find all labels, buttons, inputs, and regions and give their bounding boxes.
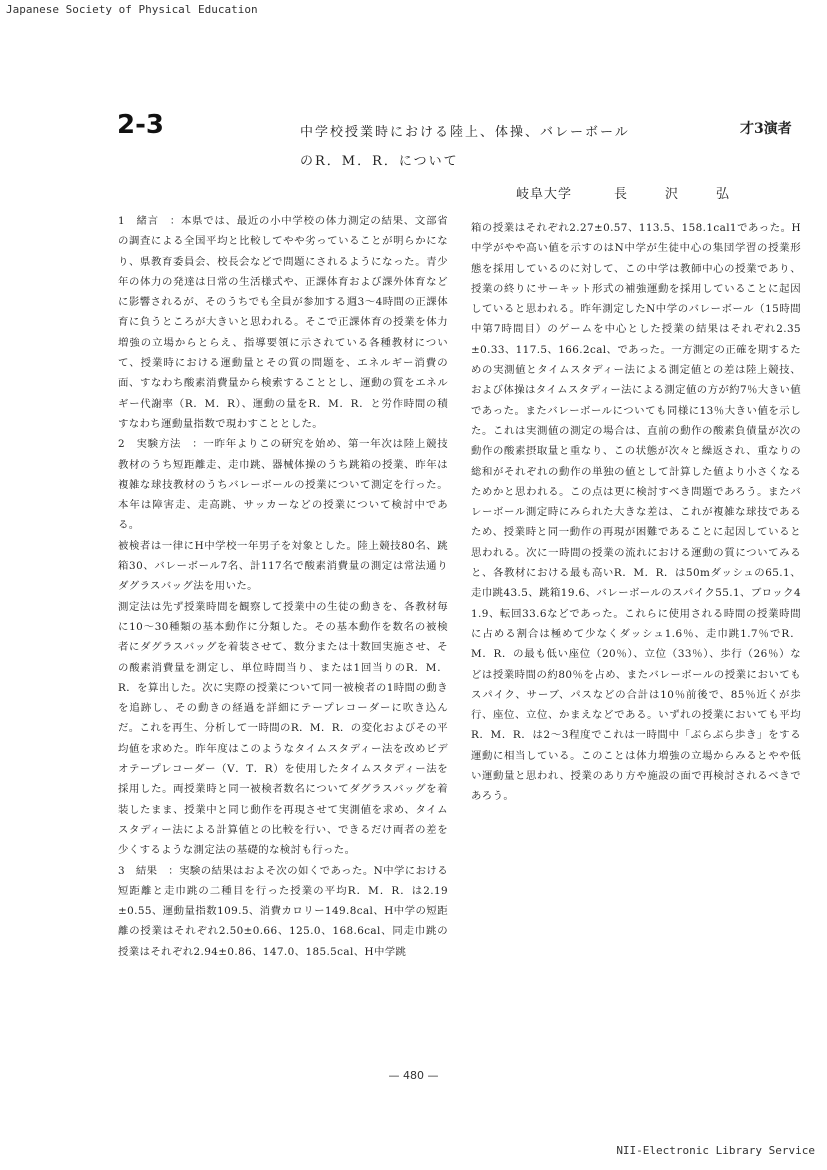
paragraph-results: 3 結果 ：実験の結果はおよそ次の如くであった。N中学における短距離と走巾跳の二種目を行った授業の平均R．M．R．は2.19±0.55、運動量指数109.5、消費カロリー149.8cal、H中学の短距離の授業はそれぞれ2.50±0.66、125.0、168.6cal、同走巾跳の授業はそれぞれ2.94±0.86、147.0、185.5cal、H中学跳 (118, 864, 448, 958)
presenter-number: 才3演者 (740, 121, 792, 137)
library-footer: NII-Electronic Library Service (616, 1144, 815, 1157)
section-number: 2-3 (117, 110, 164, 140)
society-header: Japanese Society of Physical Education (6, 3, 258, 16)
author-affiliation: 岐阜大学 (516, 187, 573, 202)
author-name: 長沢弘 (614, 187, 768, 202)
paragraph-methods: 2 実験方法 ：一昨年よりこの研究を始め、第一年次は陸上競技教材のうち短距離走、走巾跳、器械体操のうち跳箱の授業、昨年は複雑な球技教材のうちバレーボールの授業について測定を行った。本年は障害走、走高跳、サッカーなどの授業について検討中である。 (118, 438, 448, 532)
paper-title: 中学校授業時における陸上、体操、バレーボールのR．M．R．について (300, 125, 630, 169)
left-column (118, 211, 448, 962)
page-number: — 480 — (388, 1069, 439, 1082)
right-column (471, 218, 801, 807)
paragraph-results-continued: 箱の授業はそれぞれ2.27±0.57、113.5、158.1cal1であった。H中学がやや高い値を示すのはN中学が生徒中心の集団学習の授業形態を採用しているのに対して、この中学は教師中心の授業であり、授業の終りにサーキット形式の補強運動を採用していることに起因していると思われる。昨年測定したN中学のバレーボール（15時間中第7時間目）のゲームを中心とした授業の結果はそれぞれ2.35±0.33、117.5、166.2cal、であった。一方測定の正確を期するための実測値とタイムスタディー法による測定値との差は陸上競技、および体操はタイムスタディー法による測定値の方が約7％大きい値であった。またバレーボールについても同様に13％大きい値を示した。これは実測値の測定の場合は、直前の動作の酸素負債量が次の動作の酸素摂取量と重なり、この状態が次々と繰返され、重なりの総和がそれぞれの動作の単独の値として計算した値より小さくなるためかと思われる。この点は更に検討すべき問題であろう。またバレーボール測定時にみられた大きな差は、これが複雑な球技であるため、授業時と同一動作の再現が困難であることに起因していると思われる。次に一時間の授業の流れにおける運動の質についてみると、各教材における最も高いR．M．R．は50mダッシュの65.1、走巾跳43.5、跳箱19.6、バレーボールのスパイク55.1、ブロック41.9、転回33.6などであった。これらに使用される時間の授業時間に占める割合は極めて少なくダッシュ1.6％、走巾跳1.7％でR．M．R．の最も低い座位（20％）、立位（33％）、歩行（26％）などは授業時間の約80％を占め、またバレーボールの授業においてもスパイク、サーブ、パスなどの合計は10％前後で、85％近くが歩行、座位、立位、かまえなどである。いずれの授業においても平均R．M．R．は2～3程度でこれは一時間中「ぶらぶら歩き」をする運動に相当している。このことは体力増強の立場からみるとやや低い運動量と思われ、授業のあり方や施設の面で再検討されるべきであろう。 (471, 222, 801, 803)
paragraph-introduction: 1 緒言 ：本県では、最近の小中学校の体力測定の結果、文部省の調査による全国平均と比較してやや劣っていることが明らかになり、県教育委員会、校長会などで問題にされるようになった。青少年の体力の発達は日常の生活様式や、正課体育および課外体育などに影響されるが、そのうちでも全員が参加する週3～4時間の正課体育に負うところが大きいと思われる。そこで正課体育の授業を体力増強の立場からとらえ、指導要領に示されている各種教材について、授業時における運動量とその質の問題を、エネルギー消費の面、すなわち酸素消費量から検索することとし、運動の質をエネルギー代謝率（R．M．R）、運動の量をR．M．R．と労作時間の積すなわち運動量指数で現わすこととした。 (118, 215, 448, 430)
paragraph-subjects: 被検者は一律にH中学校一年男子を対象とした。陸上競技80名、跳箱30、バレーボール7名、計117名で酸素消費量の測定は常法通りダグラスバッグ法を用いた。 (118, 539, 448, 593)
paragraph-measurement: 測定法は先ず授業時間を観察して授業中の生徒の動きを、各教材毎に10～30種類の基本動作に分類した。その基本動作を数名の被検者にダグラスバッグを着装させて、数分または十数回実施させ、その酸素消費量を測定し、単位時間当り、または1回当りのR．M．R．を算出した。次に実際の授業について同一被検者の1時間の動きを追跡し、その動きの経過を詳細にテープレコーダーに吹き込んだ。これを再生、分析して一時間のR．M．R．の変化およびその平均値を求めた。昨年度はこのようなタイムスタディー法を改めビデオテープレコーダー（V．T．R）を使用したタイムスタディー法を採用した。両授業時と同一被検者数名についてダグラスバッグを着装したまま、授業中と同じ動作を再現させて実測値を求め、タイムスタディー法による計算値との比較を行い、できるだけ両者の差を少くするような測定法の基礎的な検討も行った。 (118, 600, 448, 857)
